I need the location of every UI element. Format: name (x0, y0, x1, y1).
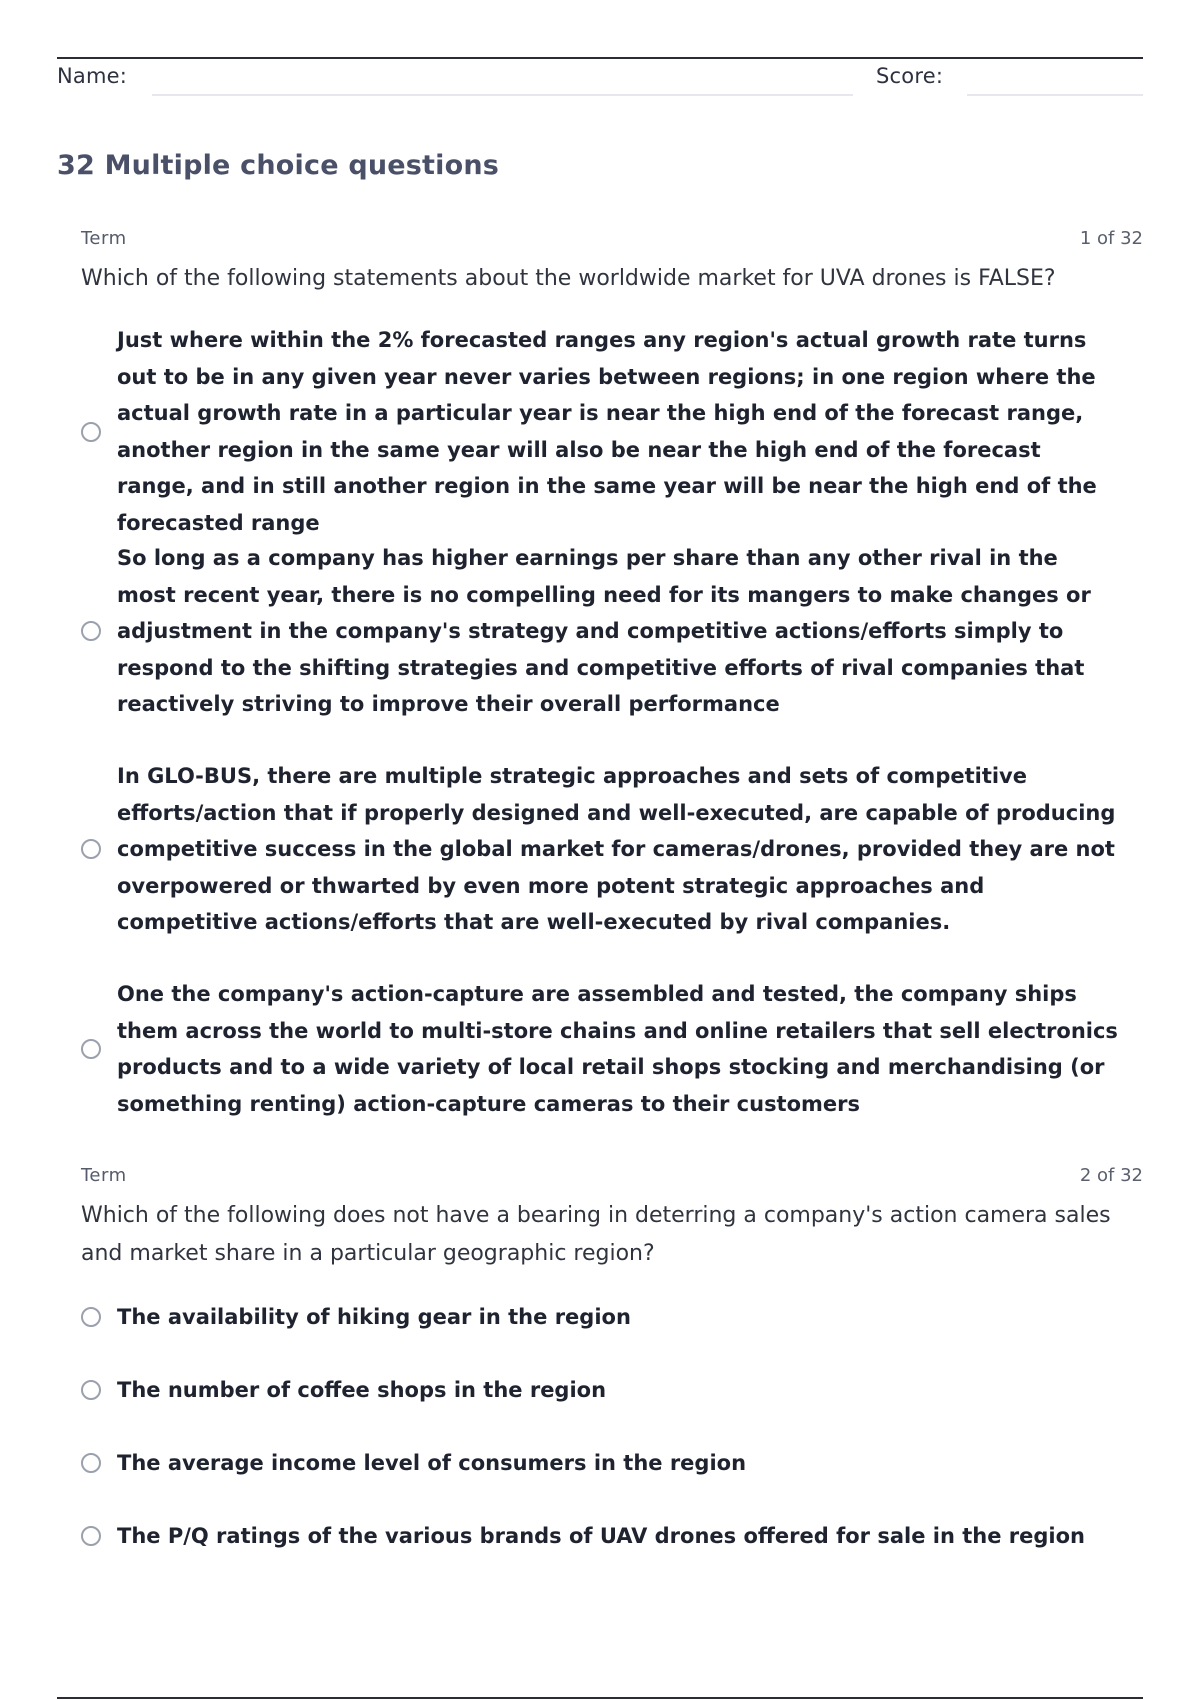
page-title: 32 Multiple choice questions (57, 150, 500, 181)
radio-button[interactable] (81, 1380, 101, 1400)
radio-button[interactable] (81, 839, 101, 859)
question-text: Which of the following does not have a bearing in deterring a company's action camera sales and market share in a particular geographic region? (81, 1203, 1111, 1266)
answer-option-text: The availability of hiking gear in the region (117, 1305, 631, 1329)
radio-button[interactable] (81, 1307, 101, 1327)
answer-option-text: So long as a company has higher earnings per share than any other rival in the most recent year, there is no compelling need for its mangers to make changes or adjustment in the company's strategy and competitive actions/efforts simply to respond to the shifting strategies and competitive efforts of rival companies that reactively striving to improve their overall performance (117, 546, 1091, 716)
top-rule (57, 57, 1143, 59)
question-text: Which of the following statements about the worldwide market for UVA drones is FALSE? (81, 266, 1056, 291)
score-field[interactable] (967, 94, 1143, 96)
name-field[interactable] (152, 94, 853, 96)
answer-option[interactable] (81, 1518, 1141, 1555)
answer-option[interactable] (81, 758, 1141, 941)
answer-option-text: Just where within the 2% forecasted ranges any region's actual growth rate turns out to be in any given year never varies between regions; in one region where the actual growth rate in a particular year is near the high end of the forecast range, another region in the same year will also be near the high end of the forecast range, and in still another region in the same year will be near the high end of the forecasted range (117, 328, 1097, 535)
answer-option[interactable] (81, 1445, 1141, 1482)
question-counter: 1 of 32 (1079, 228, 1143, 249)
answer-option-text: The number of coffee shops in the region (117, 1378, 607, 1402)
answer-option[interactable] (81, 1372, 1141, 1409)
term-label: Term (81, 228, 127, 249)
score-label: Score: (876, 64, 944, 88)
answer-option-text: The P/Q ratings of the various brands of UAV drones offered for sale in the region (117, 1524, 1085, 1548)
name-label: Name: (57, 64, 128, 88)
radio-button[interactable] (81, 1453, 101, 1473)
answer-option-text: In GLO-BUS, there are multiple strategic approaches and sets of competitive efforts/action that if properly designed and well-executed, are capable of producing competitive success in the global market for cameras/drones, provided they are not overpowered or thwarted by even more potent strategic approaches and competitive actions/efforts that are well-executed by rival companies. (117, 764, 1116, 934)
answer-option-text: One the company's action-capture are assembled and tested, the company ships them across the world to multi-store chains and online retailers that sell electronics products and to a wide variety of local retail shops stocking and merchandising (or something renting) action-capture cameras to their customers (117, 982, 1118, 1116)
answer-option[interactable] (81, 540, 1141, 723)
quiz-page (57, 0, 1143, 1700)
bottom-rule (57, 1697, 1143, 1699)
radio-button[interactable] (81, 1526, 101, 1546)
answer-option[interactable] (81, 976, 1141, 1122)
radio-button[interactable] (81, 621, 101, 641)
question-counter: 2 of 32 (1079, 1165, 1143, 1186)
radio-button[interactable] (81, 1039, 101, 1059)
term-label: Term (81, 1165, 127, 1186)
answer-option-text: The average income level of consumers in the region (117, 1451, 747, 1475)
answer-option[interactable] (81, 322, 1141, 541)
answer-option[interactable] (81, 1299, 1141, 1336)
radio-button[interactable] (81, 422, 101, 442)
